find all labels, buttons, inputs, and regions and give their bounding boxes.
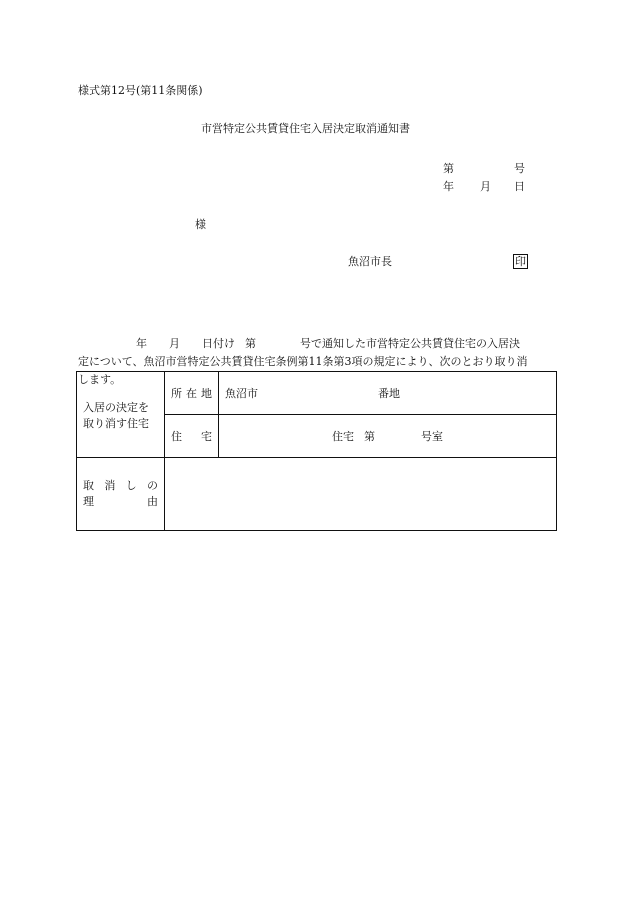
housing-value-cell[interactable] — [219, 415, 557, 458]
reason-value-cell[interactable] — [165, 458, 557, 531]
seal-stamp-icon: 印 — [515, 255, 526, 268]
doc-date-month: 月 — [480, 180, 491, 193]
group-label-line-2: 取り消す住宅 — [83, 416, 149, 430]
addressee-sama: 様 — [195, 218, 206, 231]
doc-date-year: 年 — [443, 180, 454, 193]
body-line-1 — [78, 335, 558, 353]
seal-mark — [513, 254, 528, 269]
body-month: 月 — [169, 337, 180, 350]
sender-name: 魚沼市長 — [348, 255, 392, 268]
group-label-cell — [77, 372, 165, 458]
housing-value: 住宅 — [332, 430, 354, 443]
housing-dai: 第 — [364, 430, 375, 443]
reason-label-cell — [77, 458, 165, 531]
reason-row — [77, 458, 557, 531]
doc-number-dai: 第 — [443, 162, 454, 175]
location-value-cell[interactable] — [219, 372, 557, 415]
document-title: 市営特定公共賃貸住宅入居決定取消通知書 — [201, 122, 410, 135]
doc-number-go: 号 — [514, 162, 525, 175]
body-dai: 第 — [245, 337, 256, 350]
housing-label-cell: 住 宅 — [165, 415, 219, 458]
location-row — [77, 372, 557, 415]
form-number: 様式第12号(第11条関係) — [78, 84, 203, 97]
reason-label-line-2: 理 由 — [83, 495, 158, 508]
location-city: 魚沼市 — [225, 387, 258, 400]
body-line1-rest: 号で通知した市営特定公共賃貸住宅の入居決 — [300, 337, 520, 350]
body-line-3: します。 — [78, 373, 122, 386]
housing-room: 号室 — [421, 430, 443, 443]
reason-label-line-1: 取 消 し の — [83, 479, 158, 492]
location-label-cell: 所 在 地 — [165, 372, 219, 415]
body-year: 年 — [136, 337, 147, 350]
doc-date-day: 日 — [514, 180, 525, 193]
cancellation-table — [76, 371, 557, 531]
group-label-line-1: 入居の決定を — [83, 400, 149, 414]
location-banchi: 番地 — [378, 387, 400, 400]
body-line-2: 定について、魚沼市営特定公共賃貸住宅条例第11条第3項の規定により、次のとおり取り消 — [78, 355, 528, 368]
body-day: 日付け — [202, 337, 235, 350]
